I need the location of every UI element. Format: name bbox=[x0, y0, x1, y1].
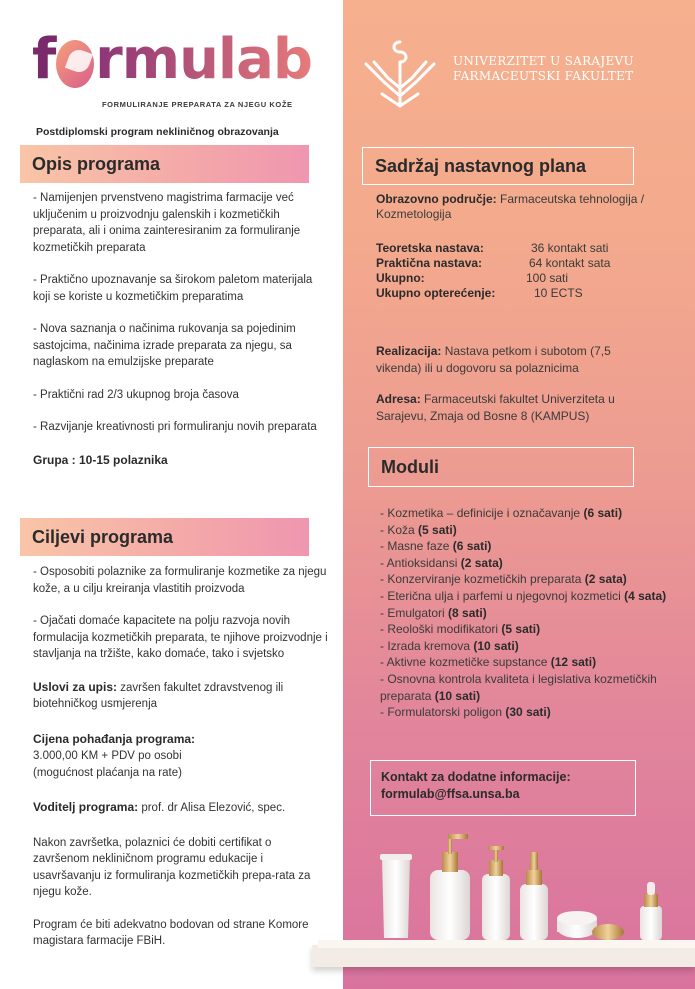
opis-item: - Namijenjen prvenstveno magistrima farmacije već uključenim u proizvodnju galenskih i kozmetičkih preparata, ali i onima zainteresiranim za formuliranje kozmetičkih preparata bbox=[33, 192, 301, 254]
module-item: - Masne faze (6 sati) bbox=[380, 539, 492, 554]
module-item: - Kozmetika – definicije i označavanje (6 sati) bbox=[380, 506, 623, 520]
formulab-logo: f rmulab FORMULIRANJE PREPARATA ZA NJEGU KOŽE bbox=[32, 27, 312, 109]
uslovi: Uslovi za upis: završen fakultet zdravstvenog ili biotehničkog usmjerenja bbox=[33, 679, 284, 710]
opis-item: - Razvijanje kreativnosti pri formuliranju novih preparata bbox=[33, 421, 317, 433]
module-item: - Reološki modifikatori (5 sati) bbox=[380, 622, 541, 637]
module-item: - Koža (5 sati) bbox=[380, 522, 457, 537]
module-item: - Osnovna kontrola kvaliteta i legislativa kozmetičkih preparata (10 sati) bbox=[380, 671, 657, 703]
opis-item: - Praktično upoznavanje sa širokom paletom materijala koji se koriste u kozmetičkim preparatima bbox=[33, 274, 313, 303]
section-header-sadrzaj: Sadržaj nastavnog plana bbox=[362, 147, 634, 185]
university-name: UNIVERZITET U SARAJEVU FARMACEUTSKI FAKULTET bbox=[453, 54, 634, 83]
hours-row: Teoretska nastava: 36 kontakt sati bbox=[376, 241, 609, 255]
contact-label: Kontakt za dodatne informacije: bbox=[381, 770, 571, 784]
module-item: - Eterična ulja i parfemi u njegovnoj kozmetici (4 sata) bbox=[380, 588, 667, 603]
opis-item: - Nova saznanja o načinima rukovanja sa pojedinim sastojcima, načinima izrade preparata za njegu, sa naglaskom na emulzijske preparate bbox=[33, 323, 296, 368]
voditelj: Voditelj programa: prof. dr Alisa Elezović, spec. bbox=[33, 800, 286, 814]
obrazovno-podrucje: Obrazovno područje: Farmaceutska tehnologija / Kozmetologija bbox=[376, 192, 645, 221]
adresa: Adresa: Farmaceutski fakultet Univerziteta u Sarajevu, Zmaja od Bosne 8 (KAMPUS) bbox=[376, 392, 615, 423]
hours-row: Ukupno opterećenje: 10 ECTS bbox=[376, 286, 583, 300]
module-item: - Izrada kremova (10 sati) bbox=[380, 638, 519, 653]
module-item: - Emulgatori (8 sati) bbox=[380, 605, 487, 620]
shelf bbox=[312, 945, 695, 967]
module-item: - Konzerviranje kozmetičkih preparata (2 sata) bbox=[380, 572, 627, 587]
module-item: - Antioksidansi (2 sata) bbox=[380, 555, 503, 570]
hours-row: Ukupno: 100 sati bbox=[376, 271, 569, 285]
ciljevi-list bbox=[33, 564, 328, 966]
bodovanje-text: Program će biti adekvatno bodovan od strane Komore magistara farmacije FBiH. bbox=[33, 918, 309, 947]
module-item: - Aktivne kozmetičke supstance (12 sati) bbox=[380, 655, 597, 670]
certifikat-text: Nakon završetka, polaznici će dobiti certifikat o završenom nekliničnom programu edukacije i usavršavanju iz formuliranja kozmetičkih prepa-rata za njegu kože. bbox=[33, 836, 311, 898]
logo-subtitle: FORMULIRANJE PREPARATA ZA NJEGU KOŽE bbox=[102, 100, 293, 109]
realizacija: Realizacija: Nastava petkom i subotom (7,5 vikenda) ili u dogovoru sa polaznicima bbox=[376, 344, 611, 375]
hours-row: Praktična nastava: 64 kontakt sata bbox=[376, 256, 611, 270]
contact-box bbox=[370, 760, 636, 816]
group-size: Grupa : 10-15 polaznika bbox=[33, 452, 168, 467]
contact-email[interactable]: formulab@ffsa.unsa.ba bbox=[381, 787, 520, 801]
program-title: Postdiplomski program nekliničnog obrazovanja bbox=[36, 126, 279, 138]
hours-table bbox=[376, 241, 666, 301]
university-emblem-icon bbox=[362, 36, 438, 110]
cosmetic-bottles-illustration bbox=[370, 830, 670, 945]
leaf-bowl-icon bbox=[56, 40, 94, 88]
opis-item: - Praktični rad 2/3 ukupnog broja časova bbox=[33, 388, 239, 401]
cilj-item: - Ojačati domaće kapacitete na polju razvoja novih formulacija kozmetičkih preparata, te njihove proizvodnje i stavljanja na tržište, kako domaće, tako i svjetsko bbox=[33, 615, 328, 660]
section-header-opis: Opis programa bbox=[20, 145, 309, 183]
cijena: Cijena pohađanja programa: 3.000,00 KM + PDV po osobi (mogućnost plaćanja na rate) bbox=[33, 731, 196, 779]
module-item: - Formulatorski poligon (30 sati) bbox=[380, 705, 551, 720]
opis-list bbox=[33, 190, 328, 484]
section-header-ciljevi: Ciljevi programa bbox=[20, 518, 309, 556]
moduli-list bbox=[380, 505, 670, 721]
section-header-moduli: Moduli bbox=[368, 447, 634, 487]
cilj-item: - Osposobiti polaznike za formuliranje kozmetike za njegu kože, a u cilju kreiranja vlastitih proizvoda bbox=[33, 566, 327, 595]
